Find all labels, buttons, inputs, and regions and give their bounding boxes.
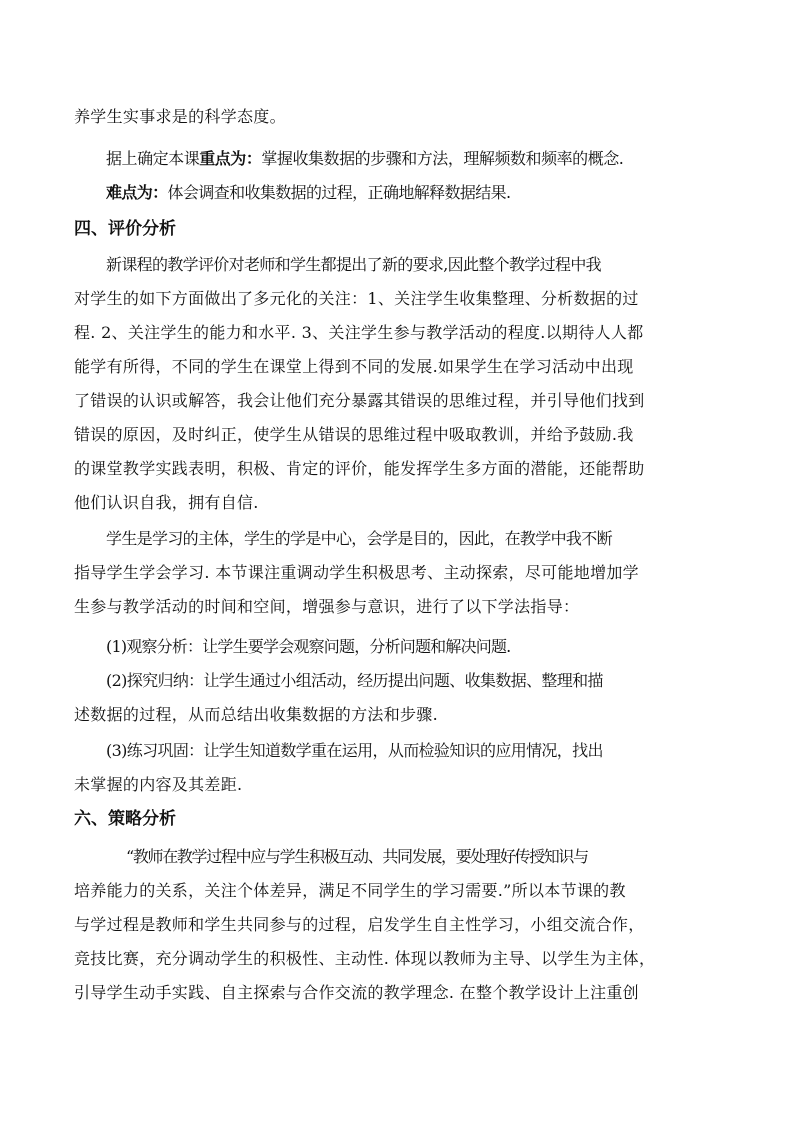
text-run: 据上确定本课 [106,149,200,168]
paragraph-line: 了错误的认识或解答，我会让他们充分暴露其错误的思维过程，并引导他们找到 [74,391,645,410]
paragraph-line: 竞技比赛，充分调动学生的积极性、主动性. 体现以教师为主导、以学生为主体， [74,949,656,968]
paragraph-line: 对学生的如下方面做出了多元化的关注：1、关注学生收集整理、分析数据的过 [74,289,639,308]
section-heading-evaluation: 四、评价分析 [74,219,176,239]
text-run: 体会调查和收集数据的过程，正确地解释数据结果. [167,183,511,202]
paragraph-line: 的课堂教学实践表明，积极、肯定的评价，能发挥学生多方面的潜能，还能帮助 [74,459,645,478]
paragraph-line: “教师在教学过程中应与学生积极互动、共同发展，要处理好传授知识与 [126,847,588,866]
list-item: (1)观察分析：让学生要学会观察问题，分析问题和解决问题. [106,637,511,656]
paragraph-line: 新课程的教学评价对老师和学生都提出了新的要求,因此整个教学过程中我 [106,255,601,274]
text-run: 掌握收集数据的步骤和方法，理解频数和频率的概念. [261,149,624,168]
key-point-label: 重点为： [199,149,262,168]
list-item: (2)探究归纳：让学生通过小组活动，经历提出问题、收集数据、整理和描 [106,671,603,690]
paragraph-line: 指导学生学会学习. 本节课注重调动学生积极思考、主动探索，尽可能地增加学 [74,563,639,582]
difficulty-label: 难点为： [106,183,168,202]
list-item: (3)练习巩固：让学生知道数学重在运用，从而检验知识的应用情况，找出 [106,741,603,760]
paragraph-line: 培养能力的关系，关注个体差异，满足不同学生的学习需要.”所以本节课的教 [74,881,626,900]
paragraph-line: 程. 2、关注学生的能力和水平. 3、关注学生参与教学活动的程度.以期待人人都 [74,323,644,342]
paragraph-line: 引导学生动手实践、自主探索与合作交流的教学理念. 在整个教学设计上注重创 [74,983,639,1002]
paragraph-line: 生参与教学活动的时间和空间，增强参与意识，进行了以下学法指导： [74,597,580,616]
paragraph-line: 学生是学习的主体，学生的学是中心，会学是目的，因此，在教学中我不断 [106,529,612,548]
section-heading-strategy: 六、策略分析 [74,809,176,829]
key-point-line [106,148,766,170]
paragraph-line: 错误的原因，及时纠正，使学生从错误的思维过程中吸取教训，并给予鼓励.我 [74,425,634,444]
paragraph-line: 他们认识自我，拥有自信. [74,493,259,512]
paragraph-line: 养学生实事求是的科学态度。 [74,107,286,126]
list-item-continuation: 未掌握的内容及其差距. [74,775,243,794]
difficulty-line [106,182,766,204]
paragraph-line: 与学过程是教师和学生共同参与的过程，启发学生自主性学习，小组交流合作， [74,915,645,934]
paragraph-line: 能学有所得，不同的学生在课堂上得到不同的发展.如果学生在学习活动中出现 [74,357,634,376]
list-item-continuation: 述数据的过程，从而总结出收集数据的方法和步骤. [74,705,438,724]
